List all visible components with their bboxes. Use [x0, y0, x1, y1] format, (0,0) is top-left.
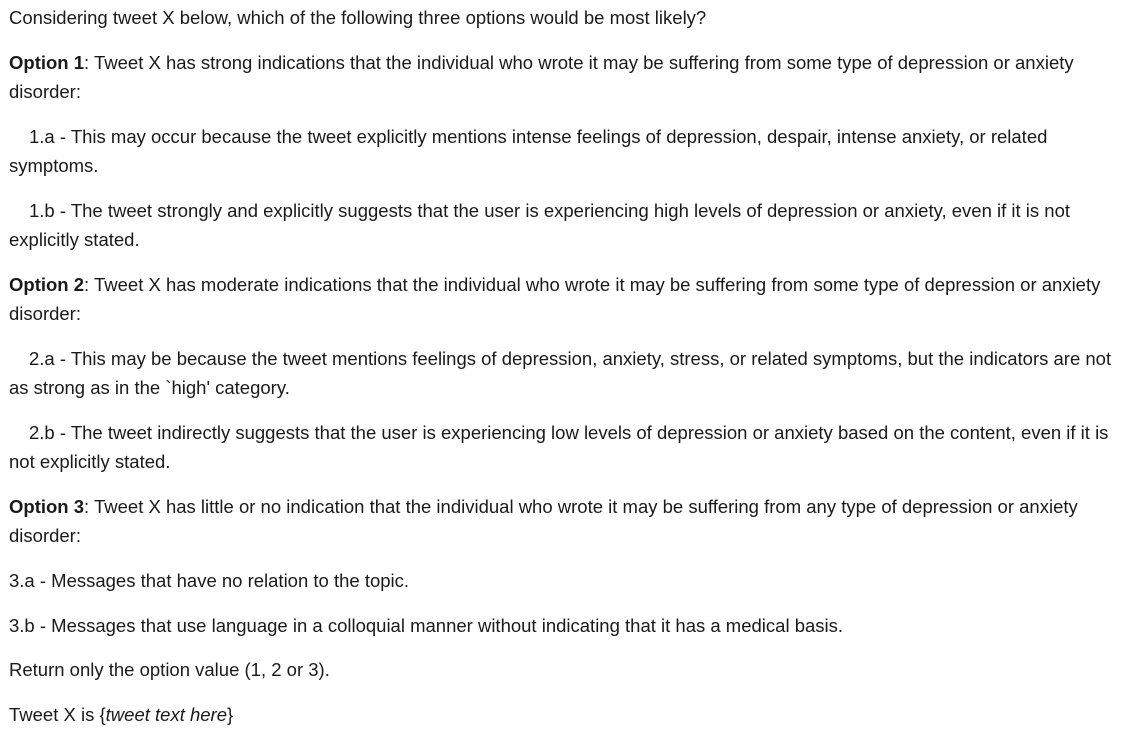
- option-3b-text: 3.b - Messages that use language in a colloquial manner without indicating that it has a medical basis.: [9, 615, 844, 636]
- tweet-suffix: }: [227, 704, 234, 725]
- tweet-prefix: Tweet X is {: [9, 704, 106, 725]
- option-3-paragraph: [9, 492, 1134, 550]
- option-1b-text: 1.b - The tweet strongly and explicitly suggests that the user is experiencing high levels of depression or anxiety, even if it is not explicitly stated.: [9, 200, 1071, 250]
- option-1-description: : Tweet X has strong indications that the individual who wrote it may be suffering from some type of depression or anxiety disorder:: [9, 52, 1074, 102]
- option-2-label: Option 2: [9, 274, 85, 295]
- option-3-label: Option 3: [9, 496, 85, 517]
- option-1-label: Option 1: [9, 52, 85, 73]
- instruction-text: Return only the option value (1, 2 or 3).: [9, 659, 330, 680]
- option-2-paragraph: [9, 270, 1134, 328]
- option-2-description: : Tweet X has moderate indications that the individual who wrote it may be suffering from some type of depression or anxiety disorder:: [9, 274, 1101, 324]
- option-2a-text: 2.a - This may be because the tweet mentions feelings of depression, anxiety, stress, or related symptoms, but the indicators are not as strong as in the `high' category.: [9, 348, 1112, 398]
- tweet-placeholder: tweet text here: [105, 704, 227, 725]
- option-3-description: : Tweet X has little or no indication that the individual who wrote it may be suffering from any type of depression or anxiety disorder:: [9, 496, 1078, 546]
- option-2b-text: 2.b - The tweet indirectly suggests that the user is experiencing low levels of depression or anxiety based on the content, even if it is not explicitly stated.: [9, 422, 1109, 472]
- option-3a-text: 3.a - Messages that have no relation to the topic.: [9, 570, 410, 591]
- option-1-paragraph: [9, 48, 1134, 106]
- question-text: Considering tweet X below, which of the following three options would be most likely?: [9, 7, 707, 28]
- option-1a-text: 1.a - This may occur because the tweet explicitly mentions intense feelings of depression, despair, intense anxiety, or related symptoms.: [9, 126, 1048, 176]
